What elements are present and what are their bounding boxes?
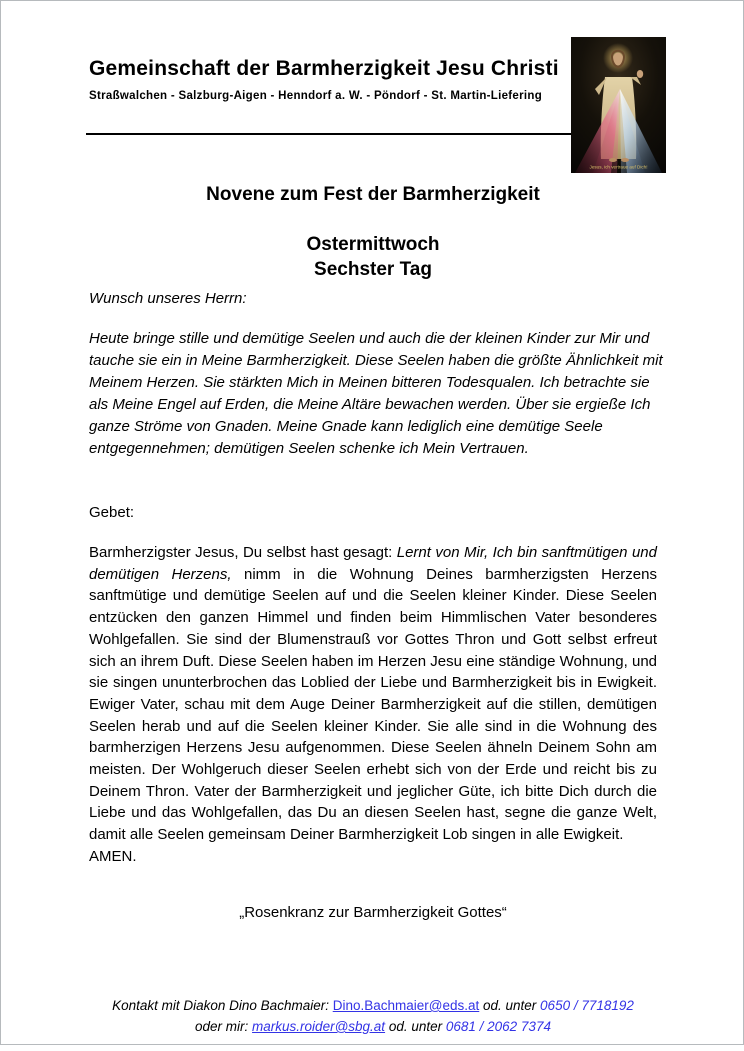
wish-paragraph: Heute bringe stille und demütige Seelen und auch die der kleinen Kinder zur Mir und tauche sie ein in Meine Barmherzigkeit. Diese Seelen haben die größte Ähnlichkeit mit Meinem Herzen. Sie stärkten Mich in Meinen bitteren Todesqualen. Ich betrachte sie als Meine Engel auf Erden, die Meine Altäre bewachen werden. Über sie ergieße Ich ganze Ströme von Gnaden. Meine Gnade kann lediglich eine demütige Seele entgegennehmen; demütigen Seelen schenke ich Mein Vertrauen. xyxy=(89,330,663,457)
contact-footer xyxy=(1,995,744,1037)
day-heading-line1: Ostermittwoch xyxy=(306,234,440,255)
email-link-dino[interactable]: Dino.Bachmaier@eds.at xyxy=(332,998,480,1013)
prayer-intro: Barmherzigster Jesus, Du selbst hast gesagt: xyxy=(89,544,397,561)
day-heading-line2: Sechster Tag xyxy=(314,259,432,280)
amen-line: AMEN. xyxy=(89,847,137,865)
contact1-middle: od. unter xyxy=(479,998,541,1013)
left-foot xyxy=(609,158,617,162)
email-link-markus[interactable]: markus.roider@sbg.at xyxy=(252,1019,386,1034)
prayer-quote: Lernt von Mir, Ich bin sanftmütigen und demütigen Herzens, xyxy=(89,544,662,583)
divine-mercy-image xyxy=(571,37,666,173)
right-foot xyxy=(621,158,629,162)
document-title: Novene zum Fest der Barmherzigkeit xyxy=(206,184,540,205)
organization-title: Gemeinschaft der Barmherzigkeit Jesu Christi xyxy=(89,57,559,80)
phone-number-2: 0681 / 2062 7374 xyxy=(445,1019,551,1034)
contact2-middle: od. unter xyxy=(385,1019,446,1034)
prayer-rest: nimm in die Wohnung Deines barmherzigsten Herzens sanftmütige und demütige Seelen auf und die Seelen kleiner Kinder. Diese Seelen entzücken den ganzen Himmel und finden beim Himmlischen Vater besonderes Wohlgefallen. Sie sind der Blumenstrauß vor Gottes Thron und Gott selbst erfreut sich an ihrem Duft. Diese Seelen haben im Herzen Jesu eine ständige Wohnung, und sie singen ununterbrochen das Loblied der Liebe und Barmherzigkeit bis in Ewigkeit. Ewiger Vater, schau mit dem Auge Deiner Barmherzigkeit auf die stillen, demütigen Seelen herab und auf die Seelen kleiner Kinder. Sie alle sind in die Wohnung des barmherzigen Herzens Jesu aufgenommen. Diese Seelen ähneln Deinem Sohn am meisten. Der Wohlgeruch dieser Seelen erhebt sich von der Erde und reicht bis zu Deinem Thron. Vater der Barmherzigkeit und jeglicher Güte, ich bitte Dich durch die Liebe und das Wohlgefallen, das Du an diesen Seelen hast, segne die ganze Welt, damit alle Seelen gemeinsam Deiner Barmherzigkeit Lob singen in alle Ewigkeit. xyxy=(89,565,662,844)
contact1-prefix: Kontakt mit Diakon Dino Bachmaier: xyxy=(112,998,333,1013)
prayer-paragraph xyxy=(89,542,662,868)
day-heading xyxy=(1,232,744,282)
prayer-section-label: Gebet: xyxy=(89,504,135,521)
rosary-title: „Rosenkranz zur Barmherzigkeit Gottes“ xyxy=(239,904,507,921)
phone-number-1: 0650 / 7718192 xyxy=(540,998,634,1013)
contact-line-1 xyxy=(1,995,744,1016)
image-caption: Jesus, ich vertraue auf Dich! xyxy=(589,164,648,170)
raised-hand xyxy=(637,70,643,78)
organization-locations: Straßwalchen - Salzburg-Aigen - Henndorf a. W. - Pöndorf - St. Martin-Liefering xyxy=(89,90,543,102)
wish-section-label: Wunsch unseres Herrn: xyxy=(89,290,247,307)
contact-line-2 xyxy=(1,1016,744,1037)
header-divider xyxy=(86,133,571,135)
prayer-body xyxy=(89,542,662,846)
contact2-prefix: oder mir: xyxy=(195,1019,253,1034)
